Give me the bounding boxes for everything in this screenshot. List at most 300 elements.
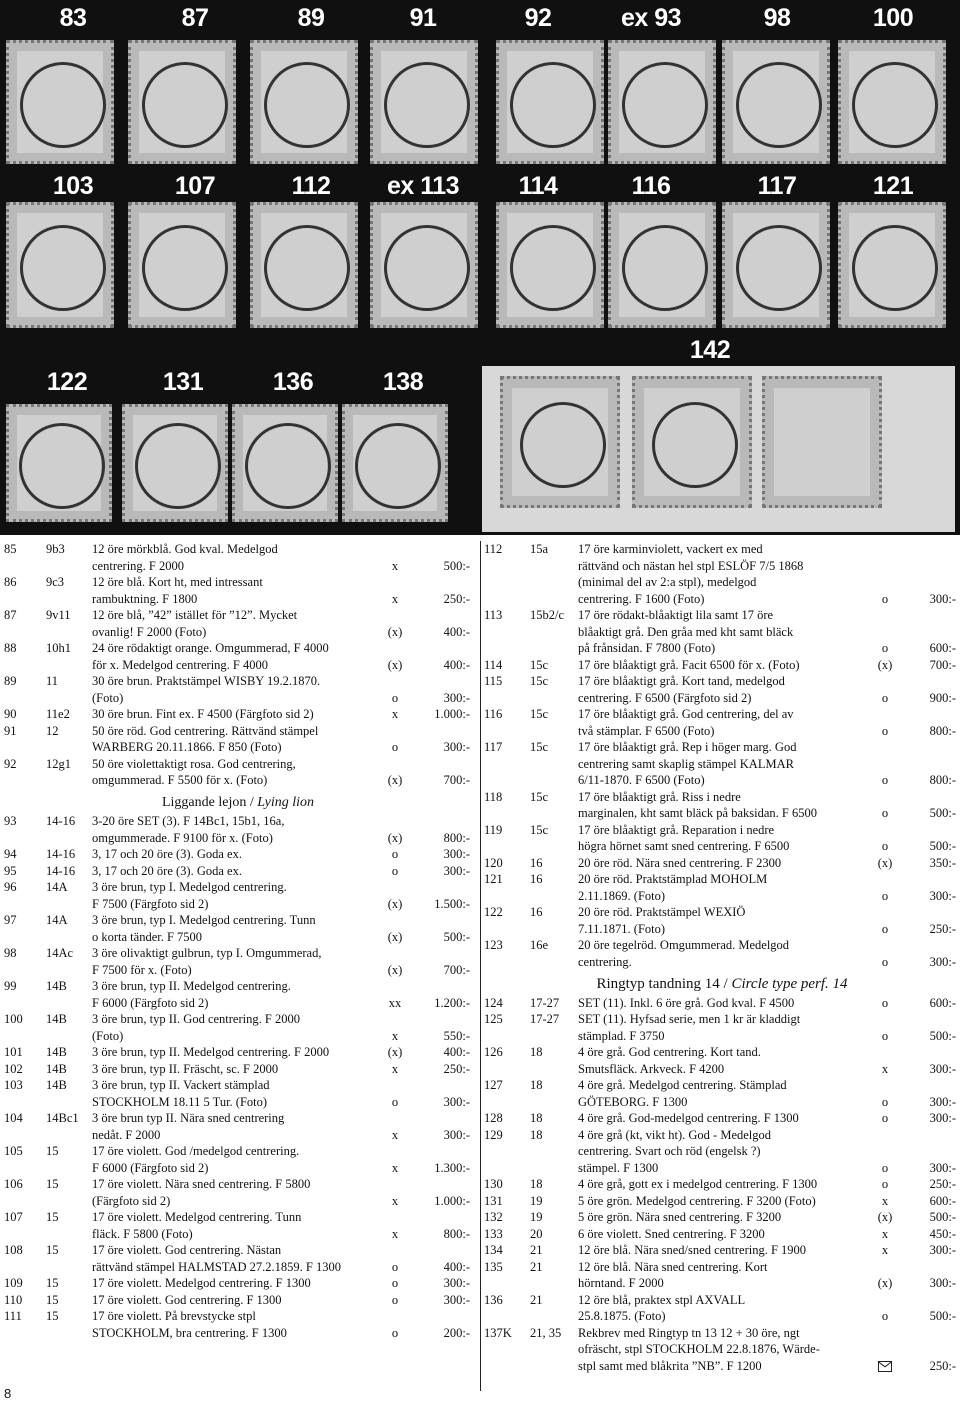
lot-number: 115 xyxy=(484,674,503,688)
price: 300:- xyxy=(929,1094,956,1109)
lot-row xyxy=(484,1209,960,1226)
price: 300:- xyxy=(443,690,470,705)
condition: o xyxy=(391,1292,399,1307)
lot-description xyxy=(578,1242,878,1259)
description-line: F 6000 (Färgfoto sid 2) xyxy=(92,995,209,1010)
price: 700:- xyxy=(443,773,470,787)
condition: (x) xyxy=(877,1276,893,1290)
lot-row xyxy=(484,1127,960,1177)
condition: o xyxy=(881,723,889,738)
description-line: 30 öre brun. Praktstämpel WISBY 19.2.1870. xyxy=(92,674,321,688)
price: 300:- xyxy=(929,1276,956,1290)
lot-description xyxy=(92,706,382,723)
lot-description xyxy=(92,1110,382,1143)
stamp-image xyxy=(722,202,830,328)
description-line: stpl samt med blåkrita ”NB”. F 1200 xyxy=(578,1358,762,1373)
postmark xyxy=(245,423,331,509)
postmark xyxy=(852,62,938,148)
lot-description xyxy=(92,1275,382,1292)
condition: o xyxy=(881,591,889,606)
description-line: 17 öre karminviolett, vackert ex med xyxy=(578,542,763,556)
lot-description xyxy=(92,912,382,945)
condition: o xyxy=(881,690,889,705)
lot-row xyxy=(0,879,476,912)
lot-row xyxy=(0,640,476,673)
catalog-number: 18 xyxy=(530,1127,543,1142)
lot-number: 133 xyxy=(484,1226,503,1241)
description-line: marginalen, kht samt bläck på baksidan. F 6500 xyxy=(578,806,817,820)
lot-row xyxy=(484,1011,960,1044)
lot-description xyxy=(578,1259,878,1292)
price: 200:- xyxy=(443,1325,470,1340)
catalog-number: 14-16 xyxy=(46,814,76,828)
lot-description xyxy=(92,1011,382,1044)
description-line: hörntand. F 2000 xyxy=(578,1276,664,1290)
lot-row xyxy=(484,607,960,657)
description-line: centrering. xyxy=(578,954,632,969)
lot-description xyxy=(578,1077,878,1110)
lot-row xyxy=(484,904,960,937)
description-line: (Foto) xyxy=(92,690,124,705)
description-line: högra hörnet samt sned centrering. F 6500 xyxy=(578,839,790,853)
condition: o xyxy=(881,773,889,787)
price: 250:- xyxy=(929,921,956,936)
lot-number: 124 xyxy=(484,995,503,1010)
condition: o xyxy=(881,1177,889,1191)
lot-description xyxy=(92,945,382,978)
price: 300:- xyxy=(929,1061,956,1076)
lot-number: 127 xyxy=(484,1078,503,1092)
description-line: rambuktning. F 1800 xyxy=(92,591,198,606)
lot-row xyxy=(484,1110,960,1127)
catalog-number: 21, 35 xyxy=(530,1325,562,1340)
lot-number: 111 xyxy=(4,1309,22,1323)
condition: (x) xyxy=(877,1210,893,1224)
stamp-image xyxy=(722,40,830,164)
condition: o xyxy=(881,1309,889,1323)
description-line: 17 öre blåaktigt grå. Rep i höger marg. God xyxy=(578,740,797,754)
description-line: centrering samt skaplig stämpel KALMAR xyxy=(578,756,794,771)
price: 800:- xyxy=(929,773,956,787)
lot-description xyxy=(92,978,382,1011)
lot-description xyxy=(578,904,878,937)
catalog-number: 16 xyxy=(530,905,543,919)
postmark xyxy=(520,402,606,488)
price: 300:- xyxy=(443,1127,470,1142)
lot-description xyxy=(92,1176,382,1209)
description-line: två stämplar. F 6500 (Foto) xyxy=(578,723,715,738)
price: 300:- xyxy=(443,1094,470,1109)
lot-number: 107 xyxy=(4,1210,23,1224)
description-line: 3 öre brun, typ II. Fräscht, sc. F 2000 xyxy=(92,1061,279,1076)
lot-description xyxy=(92,1242,382,1275)
description-line: 17 öre blåaktigt grå. God centrering, del av xyxy=(578,707,794,721)
lot-number: 105 xyxy=(4,1144,23,1158)
lot-row xyxy=(484,541,960,607)
lot-row xyxy=(0,723,476,756)
lot-number: 117 xyxy=(484,740,503,754)
condition: (x) xyxy=(387,657,403,672)
lot-number: 104 xyxy=(4,1111,23,1125)
lot-number: 89 xyxy=(4,674,17,688)
catalog-number: 17-27 xyxy=(530,1012,560,1026)
photo-label: 103 xyxy=(52,172,94,200)
catalog-number: 9b3 xyxy=(46,542,65,556)
description-line: 24 öre rödaktigt orange. Omgummerad, F 4000 xyxy=(92,641,329,655)
lot-row xyxy=(484,1242,960,1259)
postmark xyxy=(384,225,470,311)
heading-main: Ringtyp tandning 14 xyxy=(596,976,720,992)
catalog-number: 19 xyxy=(530,1193,543,1208)
description-line: SET (11). Hyfsad serie, men 1 kr är kladdigt xyxy=(578,1012,801,1026)
photo-label: ex 93 xyxy=(620,4,682,32)
price: 300:- xyxy=(929,591,956,606)
lot-description xyxy=(92,723,382,756)
description-line: 25.8.1875. (Foto) xyxy=(578,1309,666,1323)
lot-row xyxy=(0,945,476,978)
price: 450:- xyxy=(929,1226,956,1241)
postmark xyxy=(20,62,106,148)
lot-description xyxy=(92,813,382,846)
lot-row xyxy=(484,1292,960,1325)
description-line: Rekbrev med Ringtyp tn 13 12 + 30 öre, ngt xyxy=(578,1325,800,1340)
lot-row xyxy=(0,574,476,607)
stamp-image xyxy=(6,40,114,164)
condition: (x) xyxy=(387,830,403,845)
lot-description xyxy=(578,789,878,822)
lot-description xyxy=(92,1308,382,1341)
lot-number: 123 xyxy=(484,938,503,952)
lot-description xyxy=(578,1325,878,1375)
lot-number: 91 xyxy=(4,723,17,738)
photo-label: 117 xyxy=(757,172,797,200)
condition: o xyxy=(881,641,889,655)
price: 500:- xyxy=(929,1210,956,1224)
condition: o xyxy=(881,1160,889,1175)
lot-number: 119 xyxy=(484,822,503,837)
postmark xyxy=(622,225,708,311)
lot-description xyxy=(578,822,878,855)
stamp-image xyxy=(250,202,358,328)
description-line: 12 öre blå. Nära sned/sned centrering. F 1900 xyxy=(578,1243,807,1257)
catalog-number: 14-16 xyxy=(46,847,76,861)
description-line: omgummerad. F 5500 för x. (Foto) xyxy=(92,773,268,787)
lot-number: 137K xyxy=(484,1325,512,1340)
lot-number: 85 xyxy=(4,542,17,556)
description-line: 3-20 öre SET (3). F 14Bc1, 15b1, 16a, xyxy=(92,814,285,828)
price: 300:- xyxy=(929,1111,956,1125)
photo-label: 92 xyxy=(524,4,552,32)
lot-description xyxy=(578,937,878,970)
lot-description xyxy=(92,1143,382,1176)
stamp-image xyxy=(496,40,604,164)
lot-number: 116 xyxy=(484,707,503,721)
lot-number: 134 xyxy=(484,1243,503,1257)
stamp-image xyxy=(122,404,228,522)
catalog-number: 15a xyxy=(530,542,549,556)
catalog-number: 15c xyxy=(530,674,549,688)
stamp-image xyxy=(500,376,620,508)
description-line: (Färgfoto sid 2) xyxy=(92,1193,171,1208)
catalog-number: 18 xyxy=(530,1078,543,1092)
postmark xyxy=(652,402,738,488)
lot-row xyxy=(484,937,960,970)
lot-row xyxy=(0,1275,476,1292)
photo-label: 98 xyxy=(763,4,791,32)
photo-label: 136 xyxy=(272,368,314,396)
lot-description xyxy=(92,673,382,706)
condition: o xyxy=(391,690,399,705)
catalog-number: 14B xyxy=(46,979,67,993)
lot-description xyxy=(578,1193,878,1210)
lot-row xyxy=(484,789,960,822)
price: 500:- xyxy=(929,806,956,820)
price: 600:- xyxy=(929,995,956,1010)
stamp-image xyxy=(6,202,114,328)
condition: x xyxy=(391,591,399,606)
postmark xyxy=(264,62,350,148)
condition: x xyxy=(391,558,399,573)
catalog-number: 15 xyxy=(46,1243,59,1257)
lot-description xyxy=(92,1209,382,1242)
stamp-image xyxy=(370,40,478,164)
lot-row xyxy=(484,1077,960,1110)
price: 700:- xyxy=(443,962,470,977)
price: 500:- xyxy=(929,839,956,853)
lot-description xyxy=(578,657,878,674)
lot-row xyxy=(0,1292,476,1309)
stamp-design xyxy=(774,388,870,496)
catalog-number: 15b2/c xyxy=(530,608,565,622)
catalog-number: 14A xyxy=(46,880,68,894)
price: 500:- xyxy=(929,1028,956,1043)
description-line: centrering. F 6500 (Färgfoto sid 2) xyxy=(578,690,752,705)
postmark xyxy=(19,423,105,509)
lot-description xyxy=(578,1176,878,1193)
description-line: 50 öre röd. God centrering. Rättvänd stämpel xyxy=(92,723,319,738)
condition: x xyxy=(391,1160,399,1175)
description-line: ofräscht, stpl STOCKHOLM 22.8.1876, Wärde- xyxy=(578,1342,820,1356)
postmark xyxy=(622,62,708,148)
description-line: 17 öre rödakt-blåaktigt lila samt 17 öre xyxy=(578,608,774,622)
lot-row xyxy=(0,1061,476,1078)
lot-description xyxy=(92,863,382,880)
condition: o xyxy=(881,888,889,903)
description-line: 12 öre blå, ”42” istället för ”12”. Mycket xyxy=(92,608,298,622)
price: 400:- xyxy=(443,1045,470,1059)
lot-number: 97 xyxy=(4,913,17,927)
catalog-number: 14-16 xyxy=(46,863,76,878)
catalog-number: 9v11 xyxy=(46,608,71,622)
lot-description xyxy=(578,1209,878,1226)
description-line: 12 öre blå. Nära sned centrering. Kort xyxy=(578,1259,768,1274)
photo-label: 112 xyxy=(291,172,331,200)
stamp-image xyxy=(250,40,358,164)
lot-row xyxy=(0,607,476,640)
lot-listing xyxy=(0,541,960,1391)
condition: o xyxy=(881,1111,889,1125)
photo-label: 87 xyxy=(181,4,209,32)
lot-description xyxy=(92,1061,382,1078)
lot-number: 109 xyxy=(4,1276,23,1290)
description-line: rättvänd och nästan hel stpl ESLÖF 7/5 1868 xyxy=(578,558,804,573)
condition: x xyxy=(391,1193,399,1208)
postmark xyxy=(20,225,106,311)
photo-label: 91 xyxy=(409,4,437,32)
description-line: WARBERG 20.11.1866. F 850 (Foto) xyxy=(92,740,282,754)
price: 700:- xyxy=(929,657,956,672)
description-line: 3 öre brun, typ II. God centrering. F 2000 xyxy=(92,1012,300,1026)
description-line: 3 öre olivaktigt gulbrun, typ I. Omgummerad, xyxy=(92,946,322,960)
lot-number: 110 xyxy=(4,1292,23,1307)
condition: o xyxy=(391,740,399,754)
condition: (x) xyxy=(387,962,403,977)
condition: xx xyxy=(388,995,402,1010)
description-line: (minimal del av 2:a stpl), medelgod xyxy=(578,575,757,589)
lot-number: 120 xyxy=(484,855,503,870)
catalog-number: 9c3 xyxy=(46,575,65,589)
lot-description xyxy=(578,673,878,706)
catalog-number: 15 xyxy=(46,1276,59,1290)
catalog-number: 12g1 xyxy=(46,756,71,771)
postmark xyxy=(510,62,596,148)
catalog-number: 15c xyxy=(530,740,549,754)
lot-number: 96 xyxy=(4,880,17,894)
description-line: F 6000 (Färgfoto sid 2) xyxy=(92,1160,209,1175)
description-line: 12 öre mörkblå. God kval. Medelgod xyxy=(92,542,278,556)
description-line: 3, 17 och 20 öre (3). Goda ex. xyxy=(92,847,242,861)
postmark xyxy=(852,225,938,311)
price: 800:- xyxy=(443,1226,470,1241)
description-line: fläck. F 5800 (Foto) xyxy=(92,1226,193,1241)
lot-number: 94 xyxy=(4,847,17,861)
description-line: 17 öre violett. God centrering. Nästan xyxy=(92,1243,282,1257)
price: 250:- xyxy=(443,591,470,606)
lot-row xyxy=(484,855,960,872)
description-line: 3 öre brun, typ II. Medelgod centrering. F 2000 xyxy=(92,1045,330,1059)
lot-description xyxy=(578,871,878,904)
lot-row xyxy=(484,822,960,855)
condition: o xyxy=(391,847,399,861)
description-line: 4 öre grå. God-medelgod centrering. F 1300 xyxy=(578,1111,799,1125)
lot-number: 101 xyxy=(4,1045,23,1059)
catalog-number: 14B xyxy=(46,1078,67,1092)
postmark xyxy=(135,423,221,509)
lot-number: 113 xyxy=(484,608,503,622)
catalog-number: 11e2 xyxy=(46,707,70,721)
price: 550:- xyxy=(443,1028,470,1043)
stamp-image xyxy=(6,404,112,522)
lot-row xyxy=(0,1077,476,1110)
lot-row xyxy=(0,1209,476,1242)
postmark xyxy=(384,62,470,148)
condition: (x) xyxy=(877,657,893,672)
condition: x xyxy=(881,1193,889,1208)
description-line: 17 öre violett. God /medelgod centrering. xyxy=(92,1144,300,1158)
lot-row xyxy=(0,1143,476,1176)
catalog-number: 12 xyxy=(46,723,59,738)
price: 800:- xyxy=(443,830,470,845)
description-line: 12 öre blå. Kort ht, med intressant xyxy=(92,575,263,589)
lot-row xyxy=(484,1044,960,1077)
condition: (x) xyxy=(387,624,403,639)
stamp-image xyxy=(608,202,716,328)
condition: x xyxy=(881,1226,889,1241)
lot-number: 112 xyxy=(484,542,503,556)
description-line: ovanlig! F 2000 (Foto) xyxy=(92,624,207,639)
description-line: stämplad. F 3750 xyxy=(578,1028,665,1043)
catalog-number: 21 xyxy=(530,1259,543,1274)
condition: o xyxy=(391,1276,399,1290)
lot-row xyxy=(0,541,476,574)
condition: x xyxy=(391,1061,399,1076)
lot-number: 88 xyxy=(4,641,17,655)
lot-number: 102 xyxy=(4,1061,23,1076)
description-line: 50 öre violettaktigt rosa. God centrering, xyxy=(92,756,296,771)
catalog-number: 19 xyxy=(530,1210,543,1224)
description-line: 3 öre brun typ II. Nära sned centrering xyxy=(92,1111,285,1125)
lot-row xyxy=(0,978,476,1011)
lot-row xyxy=(484,871,960,904)
description-line: 7.11.1871. (Foto) xyxy=(578,921,666,936)
stamp-image xyxy=(838,202,946,328)
description-line: STOCKHOLM, bra centrering. F 1300 xyxy=(92,1325,287,1340)
condition: x xyxy=(881,1061,889,1076)
left-column xyxy=(0,541,476,1341)
description-line: centrering. F 2000 xyxy=(92,558,184,573)
photo-label: ex 113 xyxy=(386,172,460,200)
lot-number: 86 xyxy=(4,575,17,589)
condition: (x) xyxy=(387,1045,403,1059)
price: 300:- xyxy=(929,1243,956,1257)
lot-row xyxy=(484,1193,960,1210)
lot-row xyxy=(0,706,476,723)
catalog-number: 15c xyxy=(530,707,549,721)
description-line: 4 öre grå. Medelgod centrering. Stämplad xyxy=(578,1078,787,1092)
catalog-number: 14A xyxy=(46,913,68,927)
description-line: 20 öre röd. Praktstämplad MOHOLM xyxy=(578,872,768,886)
photo-label: 121 xyxy=(872,172,914,200)
price: 300:- xyxy=(929,1160,956,1175)
photo-label: 89 xyxy=(297,4,325,32)
condition: (x) xyxy=(387,896,403,911)
lot-number: 90 xyxy=(4,707,17,721)
description-line: 5 öre grön. Nära sned centrering. F 3200 xyxy=(578,1210,782,1224)
stamp-image xyxy=(632,376,752,508)
description-line: 20 öre röd. Nära sned centrering. F 2300 xyxy=(578,855,782,870)
lot-description xyxy=(92,1077,382,1110)
price: 500:- xyxy=(443,929,470,944)
lot-row xyxy=(0,1110,476,1143)
price: 250:- xyxy=(929,1358,956,1373)
lot-number: 136 xyxy=(484,1292,503,1307)
lot-description xyxy=(92,1044,382,1061)
lot-description xyxy=(578,995,878,1012)
description-line: 2.11.1869. (Foto) xyxy=(578,888,666,903)
lot-row xyxy=(0,1242,476,1275)
photo-label: 116 xyxy=(631,172,671,200)
description-line: rättvänd stämpel HALMSTAD 27.2.1859. F 1300 xyxy=(92,1259,341,1274)
description-line: 17 öre blåaktigt grå. Reparation i nedre xyxy=(578,822,775,837)
condition: (x) xyxy=(387,929,403,944)
description-line: 17 öre blåaktigt grå. Kort tand, medelgod xyxy=(578,674,785,688)
condition: o xyxy=(391,1094,399,1109)
lot-description xyxy=(578,1127,878,1177)
lot-row xyxy=(484,1226,960,1243)
lot-description xyxy=(578,1011,878,1044)
lot-number: 93 xyxy=(4,814,17,828)
lot-number: 103 xyxy=(4,1078,23,1092)
